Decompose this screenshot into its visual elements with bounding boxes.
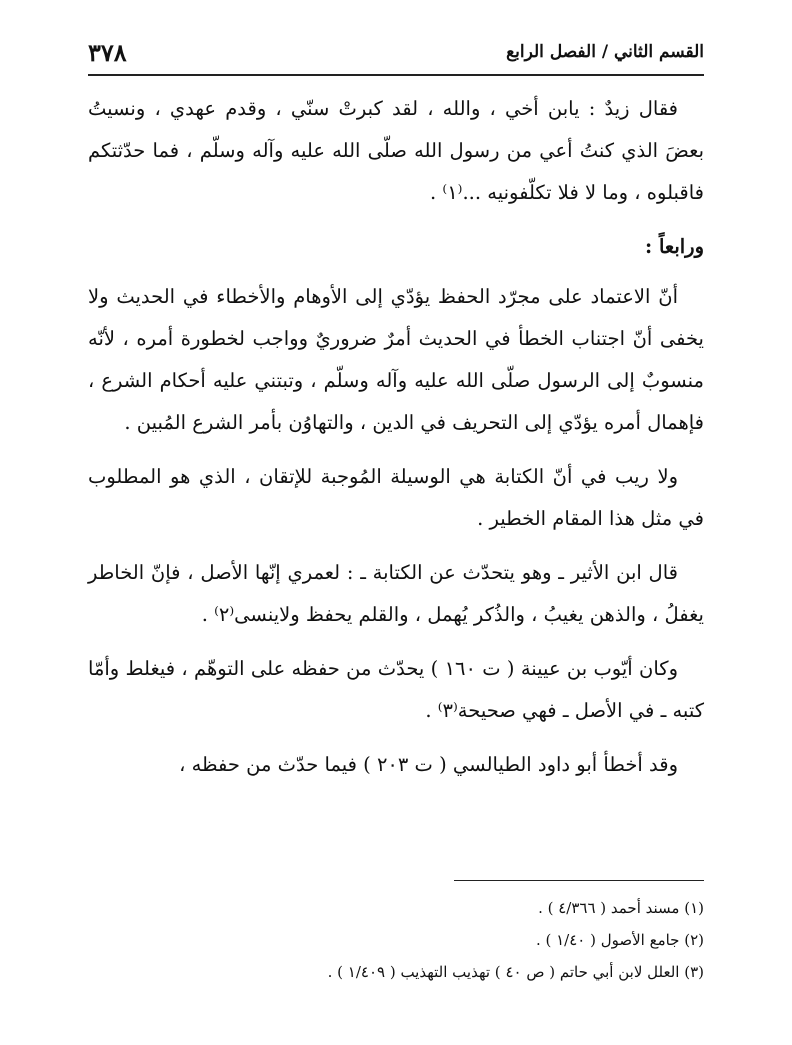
footnote: (١) مسند أحمد ( ٤/٣٦٦ ) . [538, 899, 704, 917]
page-number: ٣٧٨ [88, 37, 127, 67]
paragraph: وكان أيّوب بن عيينة ( ت ١٦٠ ) يحدّث من حفظه على التوهّم ، فيغلط وأمّا كتبه ـ في الأصل ـ فهي صحيحة⁽٣⁾ . [88, 657, 704, 722]
footnote: (٣) العلل لابن أبي حاتم ( ص ٤٠ ) تهذيب التهذيب ( ١/٤٠٩ ) . [327, 963, 704, 981]
page-header [88, 36, 704, 68]
paragraph: قال ابن الأثير ـ وهو يتحدّث عن الكتابة ـ : لعمري إنّها الأصل ، فإنّ الخاطر يغفلُ ، والذهن يغيبُ ، والذُكر يُهمل ، والقلم يحفظ ولاينسى⁽٢⁾ . [88, 561, 704, 626]
footnotes [88, 892, 704, 988]
footnote: (٢) جامع الأصول ( ١/٤٠ ) . [535, 931, 704, 949]
footnote-rule [454, 880, 704, 881]
header-rule [88, 74, 704, 76]
paragraph: فقال زيدٌ : يابن أخي ، والله ، لقد كبرتْ سنّي ، وقدم عهدي ، ونسيتُ بعضَ الذي كنتُ أعي من رسول الله صلّى الله عليه وآله وسلّم ، فما حدّثتكم فاقبلوه ، وما لا فلا تكلّفونيه ...⁽١⁾ . [88, 97, 704, 204]
paragraph: أنّ الاعتماد على مجرّد الحفظ يؤدّي إلى الأوهام والأخطاء في الحديث ولا يخفى أنّ اجتناب الخطأ في الحديث أمرٌ ضروريٌ وواجب لخطورة أمره ، لأنّه منسوبٌ إلى الرسول صلّى الله عليه وآله وسلّم ، وتبتني عليه أحكام الشرع ، فإهمال أمره يؤدّي إلى التحريف في الدين ، والتهاوُن بأمر الشرع المُبين . [88, 285, 704, 434]
paragraph: ولا ريب في أنّ الكتابة هي الوسيلة المُوجبة للإتقان ، الذي هو المطلوب في مثل هذا المقام الخطير . [88, 465, 704, 530]
running-title: القسم الثاني / الفصل الرابع [506, 42, 704, 62]
main-text [88, 88, 704, 798]
paragraph: وقد أخطأ أبو داود الطيالسي ( ت ٢٠٣ ) فيما حدّث من حفظه ، [179, 753, 678, 776]
section-heading: ورابعاً : [644, 235, 704, 258]
